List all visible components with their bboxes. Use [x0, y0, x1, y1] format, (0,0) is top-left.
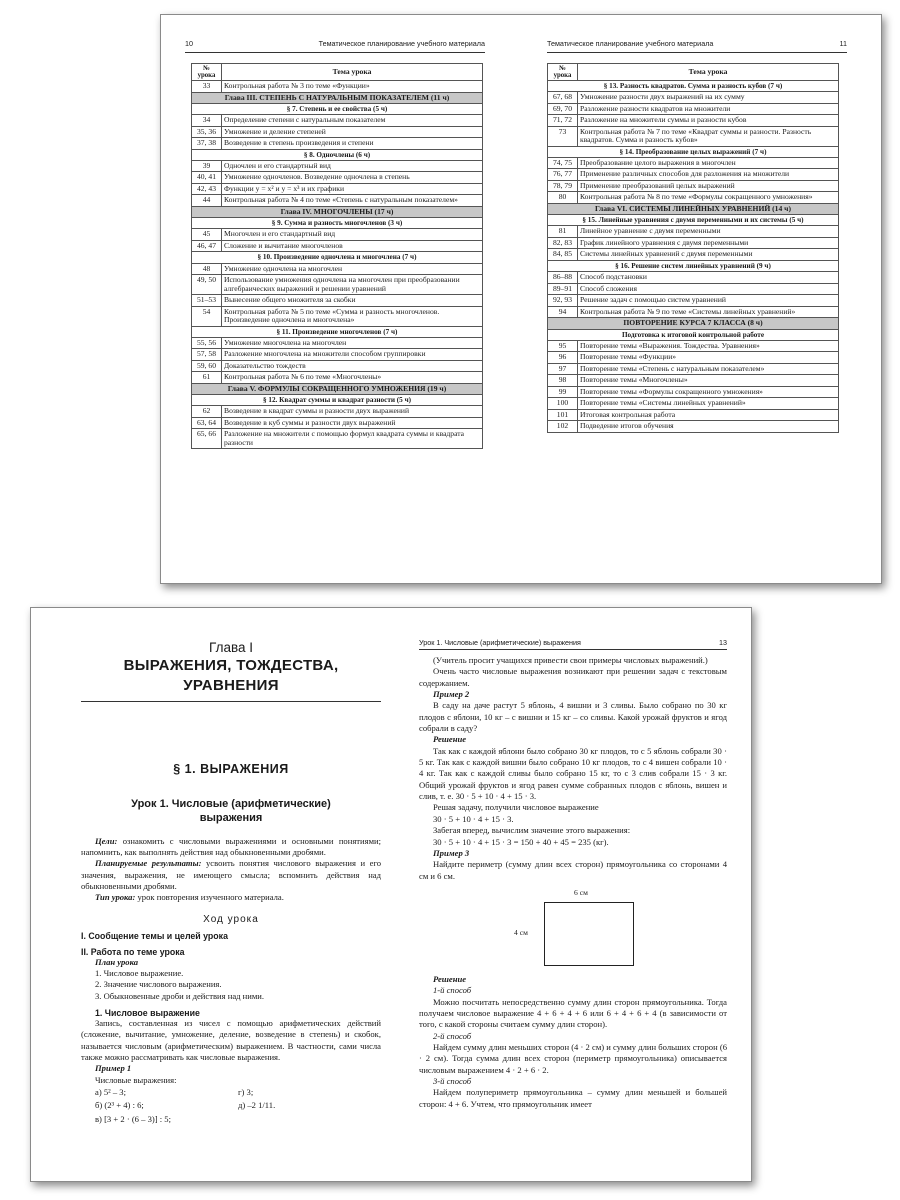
table-row: [548, 157, 839, 169]
table-row: [548, 126, 839, 146]
lesson-number-cell: 101: [548, 409, 578, 421]
method-label: 2-й способ: [433, 1030, 472, 1041]
header-rule: [185, 52, 485, 53]
table-row: [548, 283, 839, 295]
table-row: [192, 229, 483, 241]
lesson-number-cell: 42, 43: [192, 183, 222, 195]
lesson-topic-cell: Итоговая контрольная работа: [578, 409, 839, 421]
lesson-number-cell: 46, 47: [192, 240, 222, 252]
section-title: Подготовка к итоговой контрольной работе: [548, 329, 839, 340]
table-row: [548, 272, 839, 284]
table-row: [192, 275, 483, 295]
rectangle-figure: [419, 888, 727, 974]
example-item: а) 5² – 3;: [95, 1087, 126, 1097]
lesson-topic-cell: Применение различных способов для разложения на множители: [578, 169, 839, 181]
running-head: [547, 39, 847, 51]
lesson-topic-cell: Вынесение общего множителя за скобки: [222, 295, 483, 307]
lesson-topic-cell: Возведение в куб суммы и разности двух выражений: [222, 417, 483, 429]
plan-item: 3. Обыкновенные дроби и действия над ними.: [95, 990, 265, 1001]
lesson-topic-cell: Сложение и вычитание многочленов: [222, 240, 483, 252]
table-row: [548, 226, 839, 238]
lesson-topic-cell: Повторение темы «Системы линейных уравнений»: [578, 398, 839, 410]
example-intro: Числовые выражения:: [95, 1074, 177, 1085]
chapter-rule: [81, 701, 381, 702]
subsection-heading: 1. Числовое выражение: [95, 1007, 200, 1018]
section-row: [548, 81, 839, 92]
body-paragraph: Так как с каждой яблони было собрано 30 кг плодов, то с 5 яблонь собрали 30 · 5 кг. Так как с каждой вишни было собрано 10 кг плодов, то с 4 вишен собрали 10 · 4 кг. Так как с каждой сливы было собрано 15 кг, то с 3 слив собрали 15 · 3 кг. Общий урожай фруктов и ягод равен сумме собранных плодов с яблонь, вишен и слив, т. е. 30 · 5 + 10 · 4 + 15 · 3.: [419, 745, 727, 802]
lesson-number-cell: 80: [548, 192, 578, 204]
lesson-number-cell: 99: [548, 386, 578, 398]
lesson-topic-cell: Умножение многочлена на многочлен: [222, 337, 483, 349]
chapter-title-line-1: ВЫРАЖЕНИЯ, ТОЖДЕСТВА,: [123, 657, 339, 674]
lesson-number-cell: 51–53: [192, 295, 222, 307]
goals-text: ознакомить с числовыми выражениями и основными понятиями; напомнить, как выполнять действия над обыкновенными дробями.: [81, 835, 381, 857]
table-row: [548, 340, 839, 352]
table-row: [192, 349, 483, 361]
page-13: [419, 638, 727, 1110]
lesson-plan-table: [547, 63, 839, 433]
column-header-number: № урока: [548, 64, 578, 81]
lesson-topic-cell: Повторение темы «Степень с натуральным показателем»: [578, 363, 839, 375]
lesson-topic-cell: Умножение одночленов. Возведение одночлена в степень: [222, 172, 483, 184]
section-row: [548, 329, 839, 340]
lesson-number-cell: 62: [192, 406, 222, 418]
table-row: [192, 337, 483, 349]
page-number: 11: [839, 39, 847, 48]
lesson-number-cell: 59, 60: [192, 360, 222, 372]
method-label: 1-й способ: [433, 985, 472, 996]
chapter-row: [192, 383, 483, 395]
running-head-title: Урок 1. Числовые (арифметические) выражения: [419, 638, 581, 647]
lesson-goals: [81, 836, 381, 859]
lesson-number-cell: 100: [548, 398, 578, 410]
table-row: [192, 417, 483, 429]
running-head: [419, 638, 727, 650]
section-row: [192, 326, 483, 337]
rectangle-height-label: 4 см: [514, 927, 528, 937]
lesson-number-cell: 67, 68: [548, 92, 578, 104]
lesson-topic-cell: Контрольная работа № 3 по теме «Функции»: [222, 81, 483, 93]
results-text: усвоить понятия числового выражения и его значения, выражения, не имеющего смысла; вспомнить действия над обыкновенными дробями.: [81, 858, 381, 891]
lesson-course-heading: Ход урока: [203, 913, 259, 925]
plan-item: 1. Числовое выражение.: [95, 967, 184, 978]
lesson-topic-cell: Линейное уравнение с двумя переменными: [578, 226, 839, 238]
table-row: [192, 160, 483, 172]
lesson-number-cell: 63, 64: [192, 417, 222, 429]
goals-label: Цели:: [95, 835, 118, 846]
table-row: [548, 352, 839, 364]
table-row: [548, 398, 839, 410]
lesson-topic-cell: Разложение на множители с помощью формул квадрата суммы и квадрата разности: [222, 429, 483, 449]
method-label: 3-й способ: [433, 1075, 472, 1086]
lesson-topic-cell: Контрольная работа № 8 по теме «Формулы сокращенного умножения»: [578, 192, 839, 204]
table-row: [192, 372, 483, 384]
lesson-number-cell: 65, 66: [192, 429, 222, 449]
section-row: [548, 260, 839, 271]
lesson-number-cell: 98: [548, 375, 578, 387]
table-row: [192, 240, 483, 252]
section-row: [548, 215, 839, 226]
section-row: [192, 218, 483, 229]
plan-label: План урока: [95, 956, 139, 967]
chapter-label: Глава I: [209, 640, 253, 655]
lesson-topic-cell: Возведение в степень произведения и степени: [222, 138, 483, 150]
lesson-number-cell: 81: [548, 226, 578, 238]
section-title: § 11. Произведение многочленов (7 ч): [192, 326, 483, 337]
table-row: [192, 81, 483, 93]
lesson-topic-cell: Многочлен и его стандартный вид: [222, 229, 483, 241]
lesson-number-cell: 92, 93: [548, 295, 578, 307]
section-row: [192, 395, 483, 406]
bottom-spread: [30, 607, 752, 1182]
lesson-topic-cell: Разложение многочлена на множители способом группировки: [222, 349, 483, 361]
step-1-heading: I. Сообщение темы и целей урока: [81, 930, 228, 941]
lesson-number-cell: 95: [548, 340, 578, 352]
formula-line: 30 · 5 + 10 · 4 + 15 · 3.: [433, 813, 514, 824]
example-item: д) –2 1/11.: [238, 1100, 276, 1111]
solution-label: Решение: [433, 973, 467, 984]
lesson-topic-cell: Умножение и деление степеней: [222, 126, 483, 138]
column-header-topic: Тема урока: [578, 64, 839, 81]
lesson-type: [81, 892, 381, 903]
lesson-number-cell: 37, 38: [192, 138, 222, 150]
formula-line: 30 · 5 + 10 · 4 + 15 · 3 = 150 + 40 + 45 = 235 (кг).: [433, 836, 609, 847]
lesson-number-cell: 78, 79: [548, 180, 578, 192]
table-row: [548, 409, 839, 421]
section-title: § 12. Квадрат суммы и квадрат разности (5 ч): [192, 395, 483, 406]
lesson-topic-cell: Решение задач с помощью систем уравнений: [578, 295, 839, 307]
lesson-topic-cell: Умножение разности двух выражений на их сумму: [578, 92, 839, 104]
table-row: [548, 363, 839, 375]
table-header-row: [548, 64, 839, 81]
section-title: § 7. Степень и ее свойства (5 ч): [192, 104, 483, 115]
lesson-number-cell: 86–88: [548, 272, 578, 284]
lesson-topic-cell: Использование умножения одночлена на многочлен при преобразовании алгебраических выражений и решении уравнений: [222, 275, 483, 295]
type-label: Тип урока:: [95, 892, 136, 903]
lesson-topic-cell: Подведение итогов обучения: [578, 421, 839, 433]
running-head: [185, 39, 485, 51]
section-title: § 16. Решение систем линейных уравнений (9 ч): [548, 260, 839, 271]
lesson-number-cell: 89–91: [548, 283, 578, 295]
lesson-topic-cell: Контрольная работа № 7 по теме «Квадрат суммы и разности. Разность квадратов. Сумма и разность кубов»: [578, 126, 839, 146]
table-row: [548, 421, 839, 433]
page-number: 10: [185, 39, 193, 48]
lesson-number-cell: 45: [192, 229, 222, 241]
lesson-number-cell: 94: [548, 306, 578, 318]
example-label: Пример 1: [95, 1063, 132, 1074]
column-header-topic: Тема урока: [222, 64, 483, 81]
page-12: [81, 638, 381, 1126]
lesson-number-cell: 82, 83: [548, 237, 578, 249]
lesson-topic-cell: Разложение на множители суммы и разности кубов: [578, 115, 839, 127]
table-row: [192, 126, 483, 138]
lesson-plan-table: [191, 63, 483, 449]
lesson-number-cell: 74, 75: [548, 157, 578, 169]
lesson-number-cell: 44: [192, 195, 222, 207]
section-title: § 10. Произведение одночлена и многочлена (7 ч): [192, 252, 483, 263]
lesson-number-cell: 69, 70: [548, 103, 578, 115]
lesson-number-cell: 49, 50: [192, 275, 222, 295]
example-item: в) [3 + 2 · (6 – 3)] : 5;: [95, 1113, 171, 1124]
table-row: [548, 249, 839, 261]
table-row: [192, 360, 483, 372]
running-head-title: Тематическое планирование учебного материала: [547, 39, 714, 48]
body-paragraph: Очень часто числовые выражения возникают при решении задач с текстовым содержанием.: [419, 666, 727, 688]
rectangle-shape: [544, 902, 634, 966]
chapter-title: Глава VI. СИСТЕМЫ ЛИНЕЙНЫХ УРАВНЕНИЙ (14 ч): [548, 203, 839, 215]
lesson-topic-cell: Контрольная работа № 9 по теме «Системы линейных уравнений»: [578, 306, 839, 318]
lesson-number-cell: 84, 85: [548, 249, 578, 261]
rectangle-width-label: 6 см: [574, 887, 588, 897]
lesson-topic-cell: Разложение разности квадратов на множители: [578, 103, 839, 115]
table-row: [548, 180, 839, 192]
chapter-row: [548, 318, 839, 330]
lesson-topic-cell: Повторение темы «Многочлены»: [578, 375, 839, 387]
lesson-topic-cell: Повторение темы «Формулы сокращенного умножения»: [578, 386, 839, 398]
lesson-number-cell: 96: [548, 352, 578, 364]
lesson-topic-cell: Возведение в квадрат суммы и разности двух выражений: [222, 406, 483, 418]
table-body: [548, 81, 839, 432]
lesson-number-cell: 97: [548, 363, 578, 375]
section-title: § 15. Линейные уравнения с двумя переменными и их системы (5 ч): [548, 215, 839, 226]
body-paragraph: (Учитель просит учащихся привести свои примеры числовых выражений.): [433, 655, 708, 665]
table-row: [192, 429, 483, 449]
table-row: [192, 138, 483, 150]
chapter-title: Глава V. ФОРМУЛЫ СОКРАЩЕННОГО УМНОЖЕНИЯ (19 ч): [192, 383, 483, 395]
chapter-row: [192, 92, 483, 104]
table-row: [548, 295, 839, 307]
chapter-row: [192, 206, 483, 218]
section-title: § 13. Разность квадратов. Сумма и разность кубов (7 ч): [548, 81, 839, 92]
solution-label: Решение: [433, 734, 467, 745]
lesson-topic-cell: Контрольная работа № 6 по теме «Многочлены»: [222, 372, 483, 384]
table-row: [548, 115, 839, 127]
lesson-number-cell: 54: [192, 306, 222, 326]
page-number: 13: [719, 638, 727, 647]
table-body: [192, 81, 483, 449]
table-row: [548, 375, 839, 387]
results-label: Планируемые результаты:: [95, 858, 202, 869]
table-row: [192, 406, 483, 418]
table-row: [192, 172, 483, 184]
chapter-title: Глава IV. МНОГОЧЛЕНЫ (17 ч): [192, 206, 483, 218]
paragraph-title: § 1. ВЫРАЖЕНИЯ: [173, 762, 289, 776]
lesson-number-cell: 71, 72: [548, 115, 578, 127]
step-2-heading: II. Работа по теме урока: [81, 946, 185, 957]
lesson-topic-cell: Доказательство тождеств: [222, 360, 483, 372]
table-row: [192, 306, 483, 326]
example-list: [81, 1086, 381, 1126]
example-label: Пример 3: [433, 847, 470, 858]
lesson-topic-cell: Определение степени с натуральным показателем: [222, 115, 483, 127]
table-row: [548, 237, 839, 249]
lesson-number-cell: 40, 41: [192, 172, 222, 184]
table-row: [192, 183, 483, 195]
table-row: [192, 295, 483, 307]
example-label: Пример 2: [433, 689, 470, 700]
lesson-topic-cell: Повторение темы «Функции»: [578, 352, 839, 364]
header-rule: [547, 52, 847, 53]
lesson-topic-cell: Функции y = x² и y = x³ и их графики: [222, 183, 483, 195]
lesson-number-cell: 35, 36: [192, 126, 222, 138]
example-item: б) (2³ + 4) : 6;: [95, 1100, 144, 1111]
lesson-topic-cell: Преобразование целого выражения в многочлен: [578, 157, 839, 169]
table-row: [548, 192, 839, 204]
body-paragraph: Найдем полупериметр прямоугольника – сумму длин меньшей и большей сторон: 4 + 6. Учтем, что прямоугольник имеет: [419, 1087, 727, 1109]
lesson-title-line-1: Урок 1. Числовые (арифметические): [131, 798, 331, 810]
lesson-number-cell: 73: [548, 126, 578, 146]
chapter-title: ПОВТОРЕНИЕ КУРСА 7 КЛАССА (8 ч): [548, 318, 839, 330]
plan-item: 2. Значение числового выражения.: [95, 979, 222, 990]
lesson-topic-cell: Одночлен и его стандартный вид: [222, 160, 483, 172]
lesson-number-cell: 102: [548, 421, 578, 433]
table-header-row: [192, 64, 483, 81]
lesson-number-cell: 34: [192, 115, 222, 127]
table-row: [192, 195, 483, 207]
lesson-number-cell: 39: [192, 160, 222, 172]
body-paragraph: Решая задачу, получили числовое выражение: [433, 802, 599, 813]
example-item: г) 3;: [238, 1087, 254, 1097]
lesson-title: [81, 798, 381, 826]
lesson-topic-cell: График линейного уравнения с двумя переменными: [578, 237, 839, 249]
table-row: [192, 263, 483, 275]
lesson-topic-cell: Способ сложения: [578, 283, 839, 295]
section-row: [192, 149, 483, 160]
lesson-topic-cell: Системы линейных уравнений с двумя переменными: [578, 249, 839, 261]
lesson-topic-cell: Контрольная работа № 5 по теме «Сумма и разность многочленов. Произведение одночлена и многочлена»: [222, 306, 483, 326]
section-row: [192, 104, 483, 115]
lesson-number-cell: 48: [192, 263, 222, 275]
lesson-number-cell: 57, 58: [192, 349, 222, 361]
lesson-number-cell: 61: [192, 372, 222, 384]
chapter-row: [548, 203, 839, 215]
table-row: [548, 306, 839, 318]
section-row: [548, 146, 839, 157]
lesson-topic-cell: Применение преобразований целых выражений: [578, 180, 839, 192]
table-row: [548, 169, 839, 181]
table-row: [548, 386, 839, 398]
section-title: § 9. Сумма и разность многочленов (3 ч): [192, 218, 483, 229]
planned-results: [81, 858, 381, 892]
type-text: урок повторения изученного материала.: [135, 892, 284, 903]
top-spread: [160, 14, 882, 584]
example-item: [238, 1113, 381, 1126]
body-paragraph: Найдем сумму длин меньших сторон (4 · 2 см) и сумму длин больших сторон (6 · 2 см). Тогда сумма длин всех сторон (периметр прямоугольника) описывается числовым выражением 4 · 2 + 6 · 2.: [419, 1041, 727, 1075]
table-row: [548, 103, 839, 115]
page-10: [185, 15, 485, 583]
section-row: [192, 252, 483, 263]
lesson-number-cell: 76, 77: [548, 169, 578, 181]
lesson-number-cell: 55, 56: [192, 337, 222, 349]
lesson-topic-cell: Контрольная работа № 4 по теме «Степень с натуральным показателем»: [222, 195, 483, 207]
lesson-title-line-2: выражения: [199, 811, 263, 824]
chapter-title-line-2: УРАВНЕНИЯ: [183, 677, 279, 694]
body-paragraph: Можно посчитать непосредственно сумму длин сторон прямоугольника. Тогда получаем числовое выражение 4 + 6 + 4 + 6 или 6 + 4 + 6 + 4 (в зависимости от того, с какой стороны считаем сумму длин сторон).: [419, 996, 727, 1030]
chapter-title: Глава III. СТЕПЕНЬ С НАТУРАЛЬНЫМ ПОКАЗАТЕЛЕМ (11 ч): [192, 92, 483, 104]
lesson-topic-cell: Повторение темы «Выражения. Тождества. Уравнения»: [578, 340, 839, 352]
body-paragraph: Найдите периметр (сумму длин всех сторон) прямоугольника со сторонами 4 см и 6 см.: [419, 859, 727, 881]
table-row: [548, 92, 839, 104]
lesson-topic-cell: Умножение одночлена на многочлен: [222, 263, 483, 275]
body-paragraph: В саду на даче растут 5 яблонь, 4 вишни и 3 сливы. Было собрано по 30 кг плодов с яблони, 10 кг – с вишни и 15 кг – со сливы. Какой урожай фруктов и ягод собрали в саду?: [419, 700, 727, 734]
section-title: § 14. Преобразование целых выражений (7 ч): [548, 146, 839, 157]
running-head-title: Тематическое планирование учебного материала: [318, 39, 485, 48]
body-paragraph: Запись, составленная из чисел с помощью арифметических действий (сложение, вычитание, умножение, деление, возведение в степень) и скобок, называется числовым (арифметическим) выражением. В частности, сами числа также можно рассматривать как числовые выражения.: [81, 1017, 381, 1062]
body-paragraph: Забегая вперед, вычислим значение этого выражения:: [433, 825, 631, 836]
page-11: [547, 15, 847, 583]
lesson-number-cell: 33: [192, 81, 222, 93]
lesson-topic-cell: Способ подстановки: [578, 272, 839, 284]
table-row: [192, 115, 483, 127]
column-header-number: № урока: [192, 64, 222, 81]
section-title: § 8. Одночлены (6 ч): [192, 149, 483, 160]
